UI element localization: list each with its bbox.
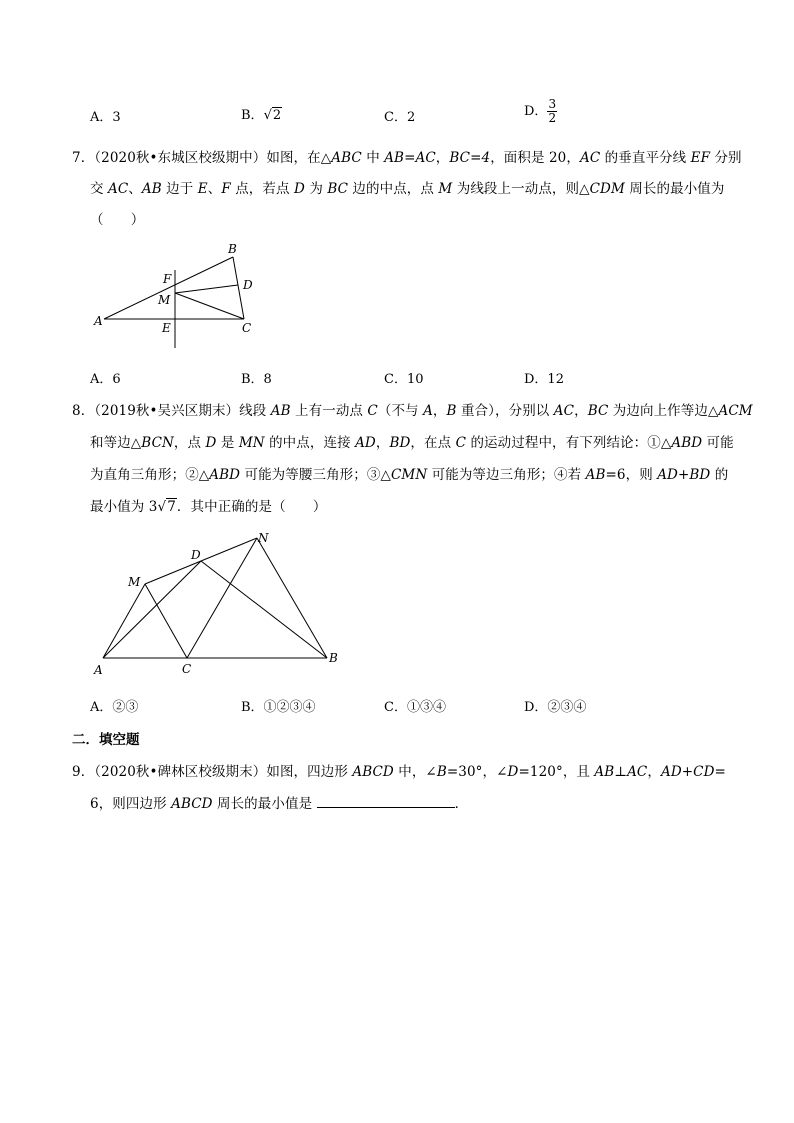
q6-option-d: D． $\frac{3}{2}$ (524, 97, 557, 125)
label-a: A (94, 663, 103, 677)
segment-mc (175, 293, 244, 319)
q8-line-4: 最小值为 3√7．其中正确的是（ ） (90, 499, 327, 515)
label-b: B (228, 242, 237, 256)
label-c: C (182, 662, 192, 676)
label-d: D (243, 278, 253, 292)
q8-option-c: C．①③④ (384, 700, 446, 715)
label-e: E (162, 321, 171, 335)
label-a: A (94, 314, 103, 328)
q7-option-b: B．8 (241, 372, 272, 387)
q9-line-1: 9．（2020秋•碑林区校级期末）如图，四边形 ABCD 中，∠B=30°，∠D=120°，且 AB⊥AC，AD+CD= (72, 764, 726, 780)
q7-answer-paren: （ ） (90, 212, 145, 228)
q8-option-d: D．②③④ (524, 700, 587, 715)
label-f: F (163, 272, 172, 286)
label-m: M (158, 293, 171, 307)
answer-blank[interactable] (317, 795, 455, 808)
q6-option-c: C．2 (384, 110, 416, 125)
segment-ad (103, 561, 201, 658)
q8-line-1: 8．（2019秋•吴兴区期末）线段 AB 上有一动点 C（不与 A，B 重合），分别以 AC，BC 为边向上作等边△ACM (72, 403, 753, 419)
label-b: B (329, 651, 338, 665)
segment-bd (201, 561, 327, 658)
label-m: M (128, 575, 141, 589)
q6-option-b: B．√2 (241, 108, 282, 123)
section-title-fill-in: 二．填空题 (72, 732, 140, 748)
label-n: N (258, 531, 269, 545)
q9-line-2: 6，则四边形 ABCD 周长的最小值是 ． (90, 796, 469, 812)
q8-line-2: 和等边△BCN，点 D 是 MN 的中点，连接 AD，BD，在点 C 的运动过程中，有下列结论：①△ABD 可能 (90, 435, 734, 451)
q7-line-2: 交 AC、AB 边于 E、F 点，若点 D 为 BC 边的中点，点 M 为线段上一动点，则△CDM 周长的最小值为 (90, 181, 725, 197)
q6-option-a: A．3 (90, 110, 121, 125)
q7-option-c: C．10 (384, 372, 424, 387)
label-c: C (242, 321, 252, 335)
segment-md (175, 285, 238, 293)
segment-nb (257, 538, 327, 658)
q8-line-3: 为直角三角形；②△ABD 可能为等腰三角形；③△CMN 可能为等边三角形；④若 AB=6，则 AD+BD 的 (90, 467, 729, 483)
q8-option-a: A．②③ (90, 700, 139, 715)
label-d: D (191, 548, 201, 562)
q8-figure (90, 528, 350, 678)
q7-option-a: A．6 (90, 372, 121, 387)
q7-option-d: D．12 (524, 372, 564, 387)
q7-line-1: 7．（2020秋•东城区校级期中）如图，在△ABC 中 AB=AC，BC=4，面积是 20，AC 的垂直平分线 EF 分别 (72, 150, 742, 166)
q8-option-b: B．①②③④ (241, 700, 316, 715)
segment-am (103, 584, 145, 658)
q7-figure (88, 238, 268, 353)
